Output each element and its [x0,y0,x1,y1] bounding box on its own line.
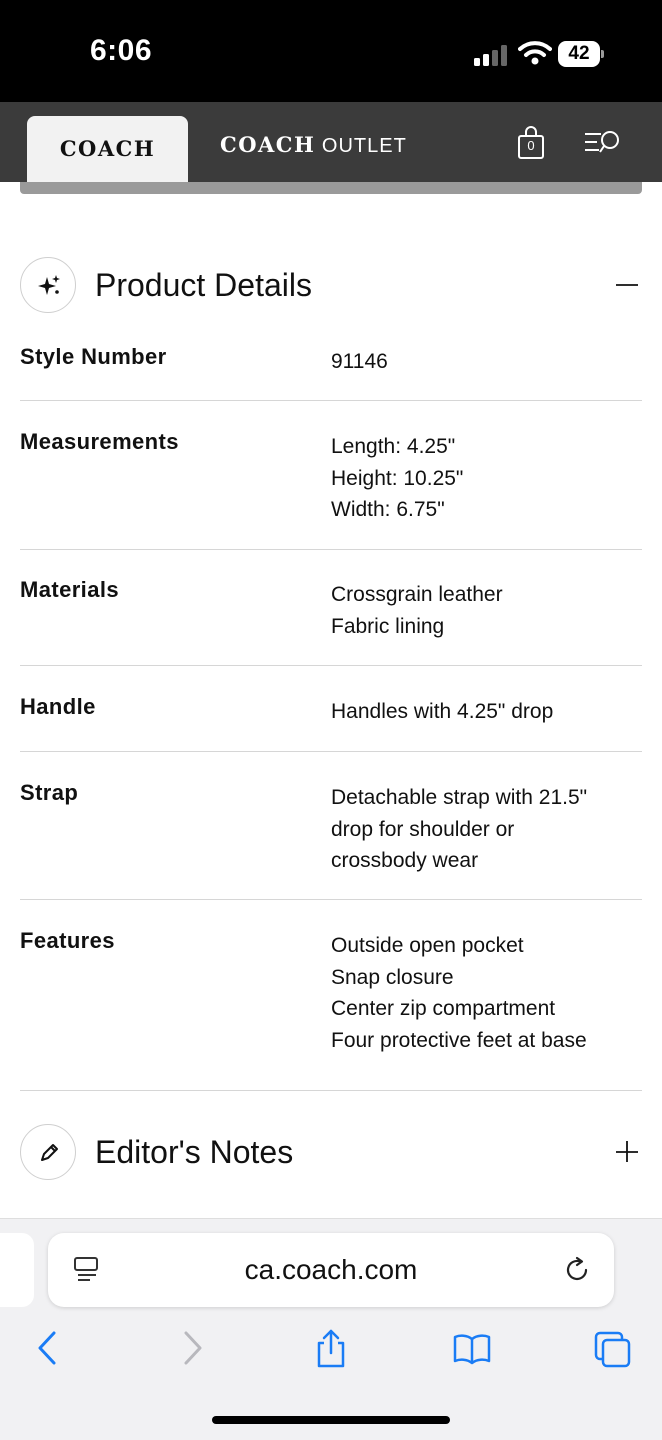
home-indicator [212,1416,450,1424]
bag-count: 0 [527,138,535,153]
detail-value: Snap closure [331,965,454,989]
detail-value: 91146 [331,350,388,373]
chevron-left-icon[interactable] [28,1327,68,1369]
url-text: ca.coach.com [244,1254,418,1285]
menu-search-button[interactable] [583,128,623,158]
detail-value: crossbody wear [331,849,479,872]
detail-value: drop for shoulder or [331,817,515,841]
tab-coach[interactable]: COACH [27,116,188,182]
browser-toolbar [0,1218,662,1440]
detail-value: Fabric lining [331,614,445,638]
detail-values [331,346,388,378]
detail-value: Height: 10.25" [331,466,464,490]
detail-row-handle [20,694,642,752]
detail-label: Style Number [20,344,167,369]
tab-coach-outlet[interactable] [220,132,407,158]
detail-value: Crossgrain leather [331,583,503,606]
detail-row-strap [20,780,642,900]
tab-outlet-brand: COACH [220,132,316,157]
book-icon[interactable] [452,1327,492,1369]
detail-row-measurements [20,429,642,550]
tab-outlet-suffix: OUTLET [321,135,407,157]
battery-level: 42 [558,41,600,67]
detail-values [331,930,587,1056]
detail-value: Handles with 4.25" drop [331,700,554,723]
editors-notes-title: Editor's Notes [95,1134,294,1170]
product-details-title: Product Details [95,267,312,303]
reload-icon[interactable] [562,1255,592,1285]
detail-values [331,696,553,728]
menu-search-icon [583,128,623,158]
product-details-header[interactable] [20,255,642,315]
tabs-icon[interactable] [592,1327,632,1369]
status-time: 6:06 [90,34,153,67]
expand-icon[interactable] [614,1134,642,1162]
chevron-right-icon[interactable] [172,1327,212,1369]
detail-row-features [20,928,642,1091]
collapse-icon[interactable] [614,267,642,295]
site-nav [0,102,662,182]
detail-values [331,782,587,877]
battery-icon [558,41,604,67]
detail-value: Length: 4.25" [331,435,456,458]
detail-value: Outside open pocket [331,934,524,957]
cellular-signal-icon [474,44,508,66]
detail-value: Detachable strap with 21.5" [331,786,588,809]
detail-label: Strap [20,780,79,805]
detail-label: Measurements [20,429,179,454]
detail-values [331,579,503,642]
detail-label: Features [20,928,115,953]
shopping-bag-button[interactable] [516,126,546,160]
detail-value: Four protective feet at base [331,1028,587,1052]
detail-values [331,431,463,526]
sparkle-icon [20,257,76,313]
detail-row-style-number [20,344,642,401]
detail-value: Width: 6.75" [331,498,445,521]
address-bar[interactable] [48,1233,614,1307]
detail-label: Handle [20,694,96,719]
detail-label: Materials [20,577,119,602]
share-icon[interactable] [311,1327,351,1369]
previous-tab-edge[interactable] [0,1233,34,1307]
detail-row-materials [20,577,642,666]
wifi-icon [518,40,552,66]
nav-scroll-indicator [20,182,642,194]
detail-value: Center zip compartment [331,997,556,1020]
status-bar [0,0,662,102]
editors-notes-header[interactable] [20,1122,642,1182]
pencil-icon [20,1124,76,1180]
